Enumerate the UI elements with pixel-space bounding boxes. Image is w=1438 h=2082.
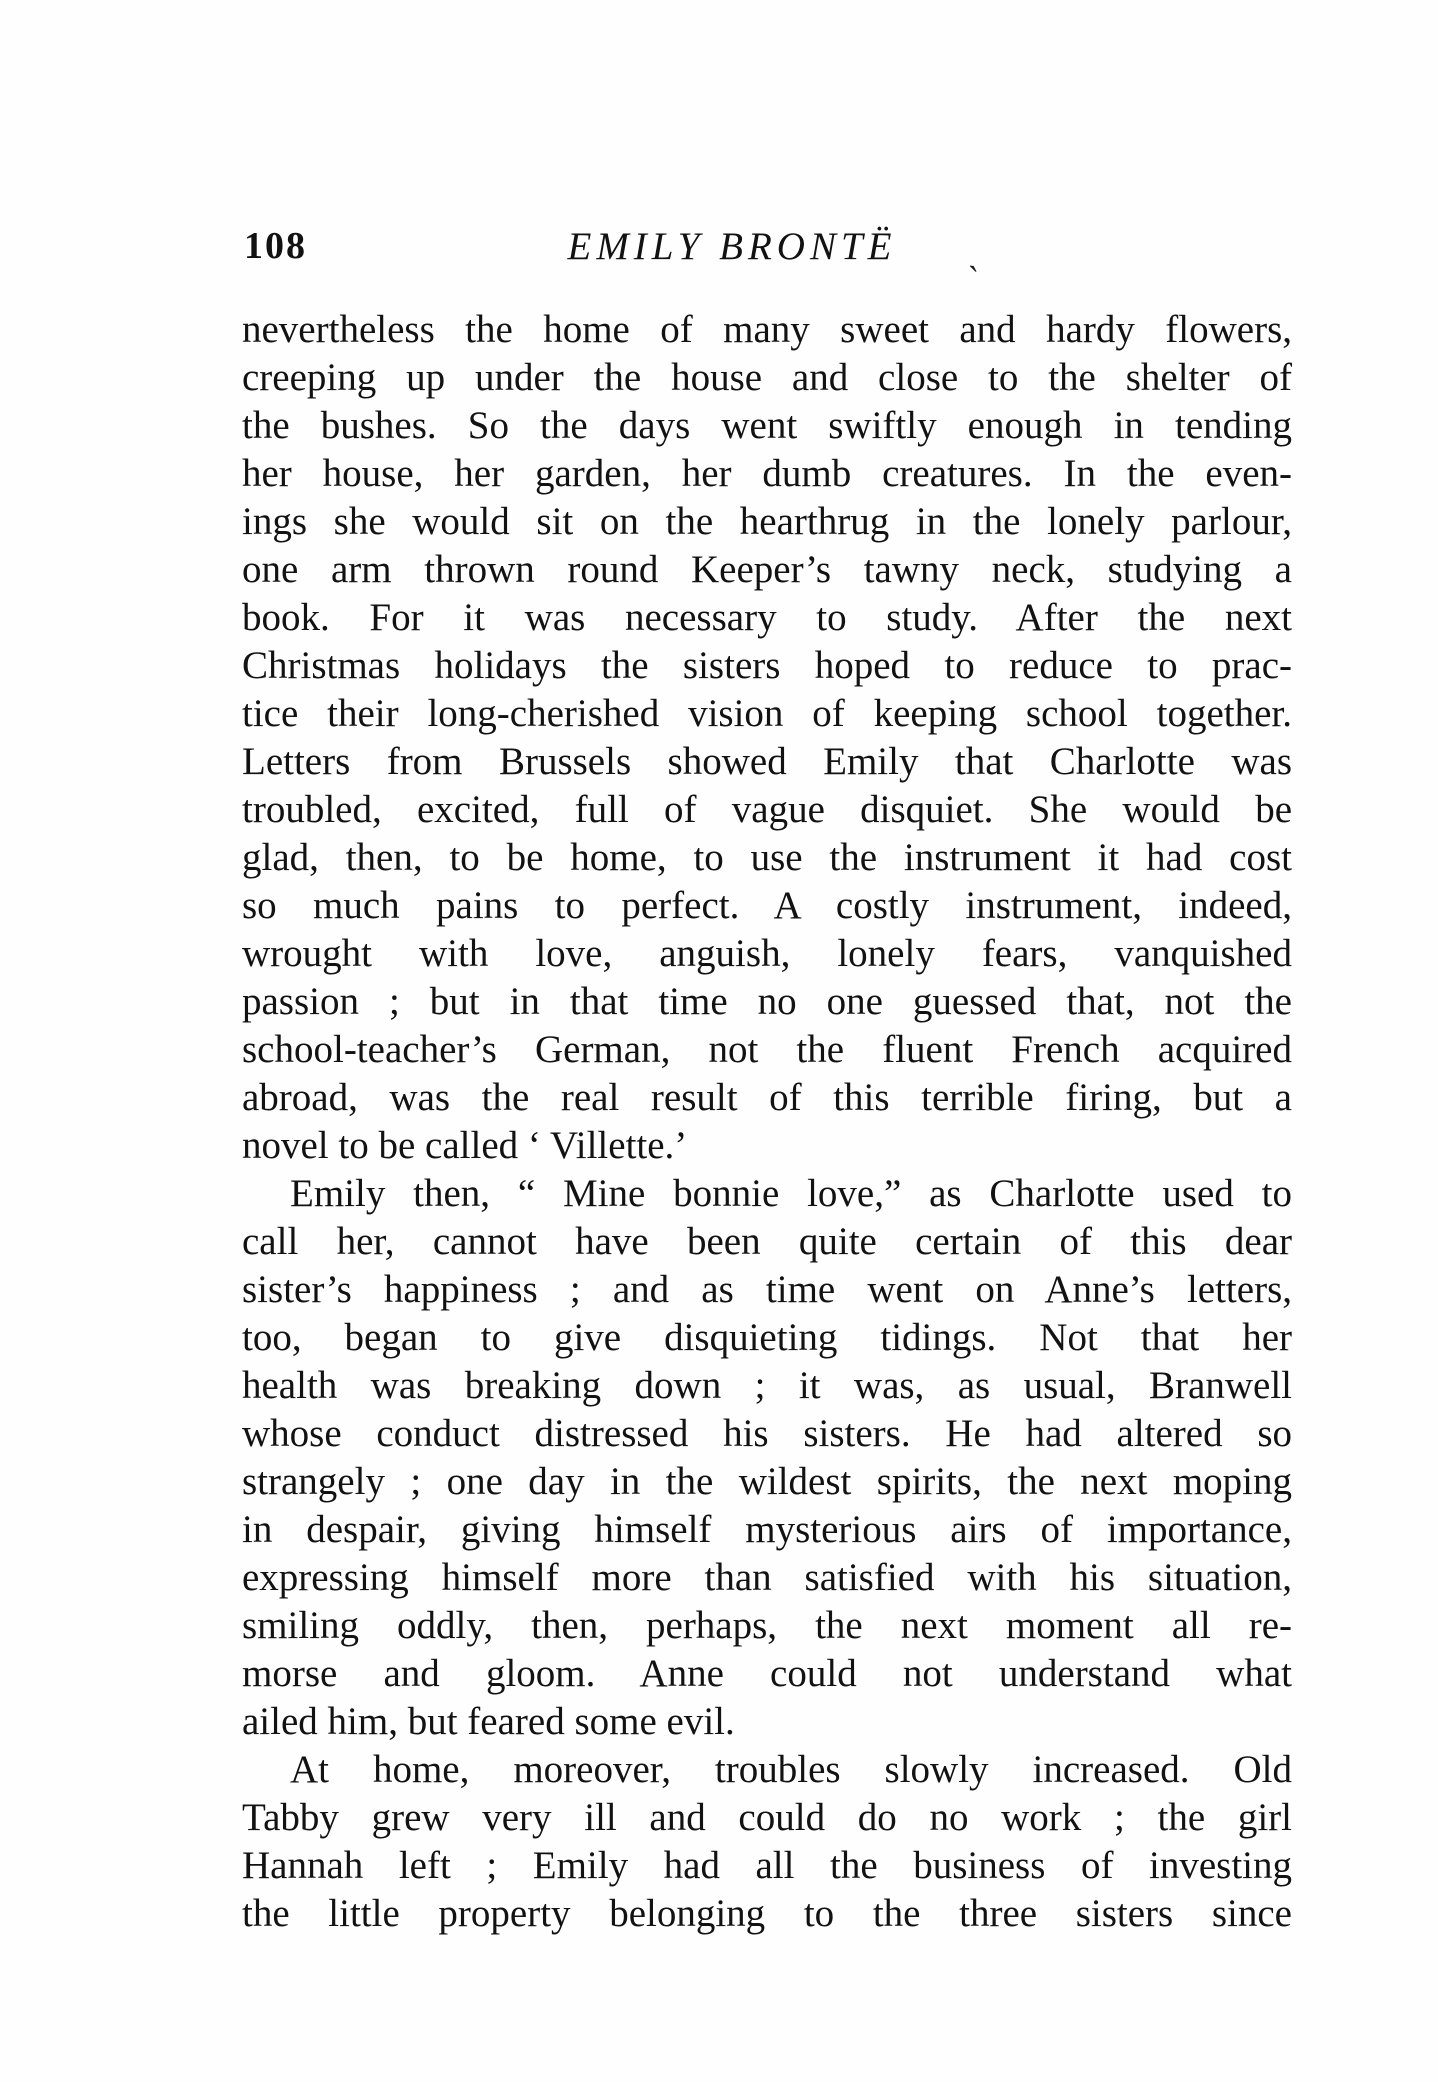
text-line: sister’s happiness ; and as time went on Anne’s letters,: [242, 1268, 1292, 1311]
text-line: Emily then, “ Mine bonnie love,” as Charlotte used to: [290, 1172, 1292, 1215]
text-line: strangely ; one day in the wildest spirits, the next moping: [242, 1460, 1292, 1503]
text-line: whose conduct distressed his sisters. He had altered so: [242, 1412, 1292, 1455]
text-line: Tabby grew very ill and could do no work ; the girl: [242, 1796, 1292, 1839]
text-line: health was breaking down ; it was, as usual, Branwell: [242, 1364, 1292, 1407]
text-line: too, began to give disquieting tidings. Not that her: [242, 1316, 1292, 1359]
text-line: abroad, was the real result of this terrible firing, but a: [242, 1076, 1292, 1119]
text-line: ings she would sit on the hearthrug in the lonely parlour,: [242, 500, 1292, 543]
text-line: the little property belonging to the three sisters since: [242, 1892, 1292, 1935]
text-line: creeping up under the house and close to the shelter of: [242, 356, 1292, 399]
text-line: Hannah left ; Emily had all the business of investing: [242, 1844, 1292, 1887]
text-line: ailed him, but feared some evil.: [242, 1700, 735, 1743]
running-title: EMILY BRONTË: [567, 225, 897, 268]
text-line: her house, her garden, her dumb creatures. In the even-: [242, 452, 1292, 495]
text-line: expressing himself more than satisfied with his situation,: [242, 1556, 1292, 1599]
text-line: book. For it was necessary to study. After the next: [242, 596, 1292, 639]
text-line: one arm thrown round Keeper’s tawny neck, studying a: [242, 548, 1292, 591]
running-head: [242, 224, 1292, 272]
text-line: At home, moreover, troubles slowly increased. Old: [290, 1748, 1292, 1791]
page-number: 108: [244, 225, 307, 267]
text-line: Christmas holidays the sisters hoped to reduce to prac-: [242, 644, 1292, 687]
text-line: wrought with love, anguish, lonely fears, vanquished: [242, 932, 1292, 975]
text-block: [242, 306, 1292, 1938]
text-line: Letters from Brussels showed Emily that Charlotte was: [242, 740, 1292, 783]
text-line: so much pains to perfect. A costly instrument, indeed,: [242, 884, 1292, 927]
text-line: in despair, giving himself mysterious airs of importance,: [242, 1508, 1292, 1551]
text-line: call her, cannot have been quite certain of this dear: [242, 1220, 1292, 1263]
scan-artifact-mark: `: [963, 258, 981, 300]
text-line: passion ; but in that time no one guessed that, not the: [242, 980, 1292, 1023]
text-line: novel to be called ‘ Villette.’: [242, 1124, 688, 1167]
text-line: morse and gloom. Anne could not understand what: [242, 1652, 1292, 1695]
text-line: tice their long-cherished vision of keeping school together.: [242, 692, 1292, 735]
text-line: the bushes. So the days went swiftly enough in tending: [242, 404, 1292, 447]
text-line: smiling oddly, then, perhaps, the next moment all re-: [242, 1604, 1292, 1647]
text-line: troubled, excited, full of vague disquiet. She would be: [242, 788, 1292, 831]
text-line: school-teacher’s German, not the fluent French acquired: [242, 1028, 1292, 1071]
text-line: nevertheless the home of many sweet and hardy flowers,: [242, 308, 1292, 351]
text-line: glad, then, to be home, to use the instrument it had cost: [242, 836, 1292, 879]
